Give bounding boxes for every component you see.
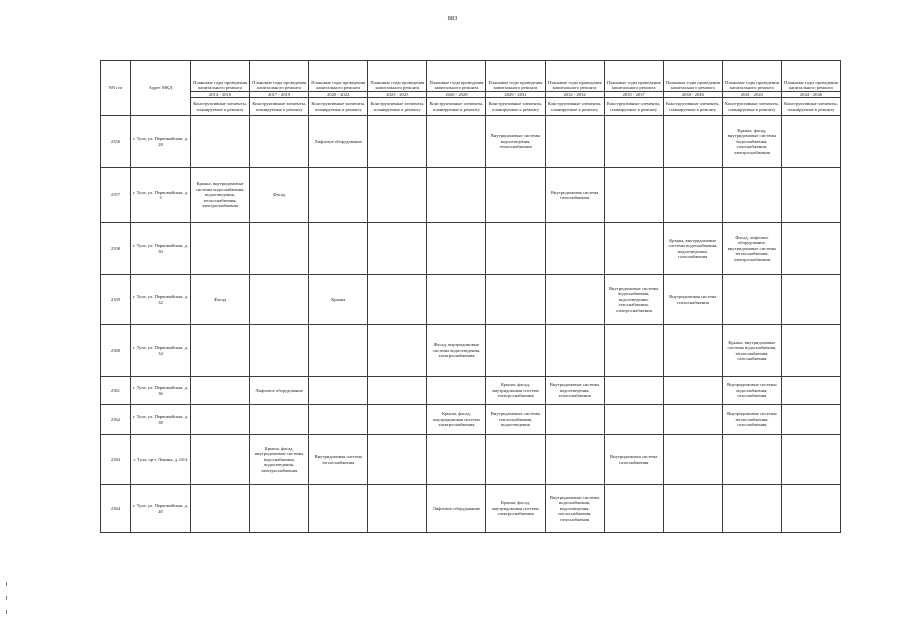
row-cell (604, 116, 663, 168)
row-cell (250, 325, 309, 377)
row-cell (368, 223, 427, 275)
row-number: 2362 (101, 405, 131, 435)
header-period (309, 61, 368, 98)
header-period-years: 2023 - 2025 (368, 91, 426, 97)
row-cell (250, 275, 309, 325)
table-header (101, 61, 841, 116)
row-cell (486, 223, 545, 275)
row-cell (368, 168, 427, 223)
header-period (250, 61, 309, 98)
header-period-years: 2041 - 2043 (723, 91, 781, 97)
header-period-label: Плановые годы проведения капитального ремонта (665, 79, 720, 91)
margin-mark (6, 582, 7, 586)
header-period-years: 2026 - 2028 (427, 91, 485, 97)
header-period (191, 61, 250, 98)
row-cell: Внутридомовые системы водоснабжения, водоотведения, теплоснабжения, газоснабжения (545, 485, 604, 533)
row-cell (309, 485, 368, 533)
header-element-label: Конструктивные элементы, планируемые к ремонту (486, 98, 545, 116)
row-cell: Внутридомовая система теплоснабжения (309, 435, 368, 485)
row-cell: Крыша, фасад, внутридомовые системы водоснабжения, газоснабжения, электроснабжения (722, 116, 781, 168)
row-number: 2360 (101, 325, 131, 377)
header-period (781, 61, 840, 98)
row-cell (309, 377, 368, 405)
header-period-label: Плановые годы проведения капитального ремонта (252, 79, 307, 91)
header-element-label: Конструктивные элементы, планируемые к ремонту (427, 98, 486, 116)
header-period (604, 61, 663, 98)
row-cell: Внутридомовые системы теплоснабжения, газоснабжения (722, 405, 781, 435)
row-cell: Лифтовое оборудование (250, 377, 309, 405)
row-cell: Крыша, фасад, внутридомовая система электроснабжения (427, 405, 486, 435)
row-cell: Внутридомовые системы водоотведения, теплоснабжения (486, 116, 545, 168)
row-cell: Лифтовое оборудование (309, 116, 368, 168)
row-cell (781, 405, 840, 435)
header-period-years: 2020 - 2022 (309, 91, 367, 97)
header-element-label: Конструктивные элементы, планируемые к ремонту (663, 98, 722, 116)
row-cell (545, 116, 604, 168)
row-cell (781, 485, 840, 533)
header-period-years: 2038 - 2040 (664, 91, 722, 97)
row-cell (486, 275, 545, 325)
margin-mark (6, 610, 7, 614)
header-row-elements (101, 98, 841, 116)
table-row (101, 485, 841, 533)
row-cell (427, 377, 486, 405)
header-element-label: Конструктивные элементы, планируемые к ремонту (309, 98, 368, 116)
row-cell (191, 223, 250, 275)
page-number: 883 (447, 15, 458, 22)
row-cell (663, 485, 722, 533)
header-element-label: Конструктивные элементы, планируемые к ремонту (604, 98, 663, 116)
row-cell: Внутридомовые системы теплоснабжения, водоотведения (486, 405, 545, 435)
header-period (427, 61, 486, 98)
row-cell (191, 485, 250, 533)
row-number: 2357 (101, 168, 131, 223)
row-cell (368, 435, 427, 485)
row-cell (722, 275, 781, 325)
header-period (722, 61, 781, 98)
row-cell (545, 275, 604, 325)
row-cell (486, 168, 545, 223)
table-row (101, 275, 841, 325)
row-cell (663, 377, 722, 405)
row-cell (545, 223, 604, 275)
row-cell (663, 116, 722, 168)
table-row (101, 116, 841, 168)
row-cell: Внутридомовые системы водоснабжения, водоотведения, газоснабжения, электроснабжения (604, 275, 663, 325)
row-address: г. Тула, ул. Первомайская, д. 38 (131, 405, 191, 435)
row-cell: Крыша, внутридомовые системы водоснабжения, теплоснабжения, газоснабжения (722, 325, 781, 377)
row-address: г. Тула, пр-т Ленина, д. 65/4 (131, 435, 191, 485)
header-period-label: Плановые годы проведения капитального ремонта (311, 79, 366, 91)
row-cell (486, 435, 545, 485)
header-period-years: 2035 - 2037 (605, 91, 663, 97)
header-address: Адрес МКД (131, 61, 191, 116)
repair-schedule-table (100, 60, 841, 533)
row-cell: Крыша (309, 275, 368, 325)
header-period-label: Плановые годы проведения капитального ремонта (429, 79, 484, 91)
row-cell (781, 435, 840, 485)
row-cell (427, 275, 486, 325)
row-cell (191, 325, 250, 377)
row-cell (486, 325, 545, 377)
row-cell (309, 405, 368, 435)
header-period (486, 61, 545, 98)
header-period-label: Плановые годы проведения капитального ремонта (193, 79, 248, 91)
row-cell (604, 223, 663, 275)
row-cell (604, 485, 663, 533)
header-element-label: Конструктивные элементы, планируемые к ремонту (722, 98, 781, 116)
table-row (101, 168, 841, 223)
row-cell: Фасад, лифтовое оборудование, внутридомовые системы теплоснабжения, электроснабжения (722, 223, 781, 275)
row-cell: Фасад (250, 168, 309, 223)
header-period (545, 61, 604, 98)
header-period-years: 2029 - 2031 (486, 91, 544, 97)
row-cell: Крыша, внутридомовые системы водоснабжения, водоотведения, теплоснабжения, электроснабжения (191, 168, 250, 223)
header-element-label: Конструктивные элементы, планируемые к ремонту (250, 98, 309, 116)
row-number: 2358 (101, 223, 131, 275)
row-cell (191, 116, 250, 168)
row-cell (427, 435, 486, 485)
row-address: г. Тула, ул. Первомайская, д. 30 (131, 223, 191, 275)
table-row (101, 223, 841, 275)
row-number: 2361 (101, 377, 131, 405)
table-body (101, 116, 841, 533)
header-period-years: 2014 - 2016 (191, 91, 249, 97)
table-row (101, 435, 841, 485)
row-cell (663, 168, 722, 223)
row-cell: Фасад (191, 275, 250, 325)
row-cell (427, 116, 486, 168)
row-cell (604, 325, 663, 377)
row-cell (250, 116, 309, 168)
row-cell: Внутридомовая система теплоснабжения (663, 275, 722, 325)
row-cell: Внутридомовая система газоснабжения (604, 435, 663, 485)
table-row (101, 377, 841, 405)
row-cell (427, 223, 486, 275)
header-period-label: Плановые годы проведения капитального ремонта (784, 79, 838, 91)
row-cell: Лифтовое оборудование (427, 485, 486, 533)
header-period-years: 2044 - 2046 (782, 91, 840, 97)
row-cell (250, 485, 309, 533)
row-number: 2359 (101, 275, 131, 325)
row-number: 2363 (101, 435, 131, 485)
row-address: г. Тула, ул. Первомайская, д. 40 (131, 485, 191, 533)
row-cell (191, 377, 250, 405)
row-address: г. Тула, ул. Первомайская, д. 36 (131, 377, 191, 405)
header-period-label: Плановые годы проведения капитального ремонта (724, 79, 779, 91)
header-row-periods (101, 61, 841, 98)
row-cell (663, 405, 722, 435)
row-cell (781, 377, 840, 405)
header-period (663, 61, 722, 98)
row-cell (781, 168, 840, 223)
header-period-label: Плановые годы проведения капитального ремонта (488, 79, 543, 91)
row-cell (191, 435, 250, 485)
header-period-label: Плановые годы проведения капитального ремонта (370, 79, 425, 91)
row-cell: Внутридомовая система газоснабжения (545, 168, 604, 223)
row-cell: Фасад, внутридомовые системы водоотведения, электроснабжения (427, 325, 486, 377)
row-cell: Внутридомовые системы водоснабжения, газоснабжения (722, 377, 781, 405)
row-cell: Крыша, фасад, внутридомовая система электроснабжения (486, 485, 545, 533)
row-cell: Крыша, внутридомовые системы водоснабжения, водоотведения, газоснабжения (663, 223, 722, 275)
header-period-label: Плановые годы проведения капитального ремонта (547, 79, 602, 91)
row-cell (604, 168, 663, 223)
row-cell (368, 485, 427, 533)
row-cell (781, 325, 840, 377)
header-period-label: Плановые годы проведения капитального ремонта (606, 79, 661, 91)
row-number: 2356 (101, 116, 131, 168)
row-cell (368, 116, 427, 168)
row-cell (309, 223, 368, 275)
row-cell (191, 405, 250, 435)
header-element-label: Конструктивные элементы, планируемые к ремонту (191, 98, 250, 116)
header-element-label: Конструктивные элементы, планируемые к ремонту (368, 98, 427, 116)
header-period-years: 2032 - 2034 (546, 91, 604, 97)
header-period-years: 2017 - 2019 (250, 91, 308, 97)
header-period (368, 61, 427, 98)
row-cell (368, 325, 427, 377)
row-cell (427, 168, 486, 223)
row-cell (545, 435, 604, 485)
row-cell (250, 405, 309, 435)
row-cell (722, 435, 781, 485)
row-address: г. Тула, ул. Первомайская, д. 32 (131, 275, 191, 325)
row-cell (368, 405, 427, 435)
row-cell (781, 275, 840, 325)
row-address: г. Тула, ул. Первомайская, д. 28 (131, 116, 191, 168)
row-address: г. Тула, ул. Первомайская, д. 34 (131, 325, 191, 377)
table-row (101, 405, 841, 435)
row-address: г. Тула, ул. Первомайская, д. 3 (131, 168, 191, 223)
row-cell (309, 325, 368, 377)
row-number: 2364 (101, 485, 131, 533)
row-cell (781, 223, 840, 275)
row-cell (604, 405, 663, 435)
margin-mark (6, 596, 7, 600)
row-cell (368, 377, 427, 405)
row-cell (722, 485, 781, 533)
row-cell (781, 116, 840, 168)
row-cell: Крыша, фасад, внутридомовые системы водоснабжения, водоотведения, электроснабжения (250, 435, 309, 485)
row-cell: Крыша, фасад, внутридомовая система электроснабжения (486, 377, 545, 405)
table-row (101, 325, 841, 377)
row-cell (722, 168, 781, 223)
row-cell (545, 325, 604, 377)
row-cell: Внутридомовые системы водоотведения, теплоснабжения (545, 377, 604, 405)
row-cell (604, 377, 663, 405)
row-cell (368, 275, 427, 325)
header-element-label: Конструктивные элементы, планируемые к ремонту (545, 98, 604, 116)
row-cell (663, 435, 722, 485)
row-cell (545, 405, 604, 435)
header-nn: NN п/п (101, 61, 131, 116)
row-cell (250, 223, 309, 275)
header-element-label: Конструктивные элементы, планируемые к ремонту (781, 98, 840, 116)
row-cell (663, 325, 722, 377)
row-cell (309, 168, 368, 223)
